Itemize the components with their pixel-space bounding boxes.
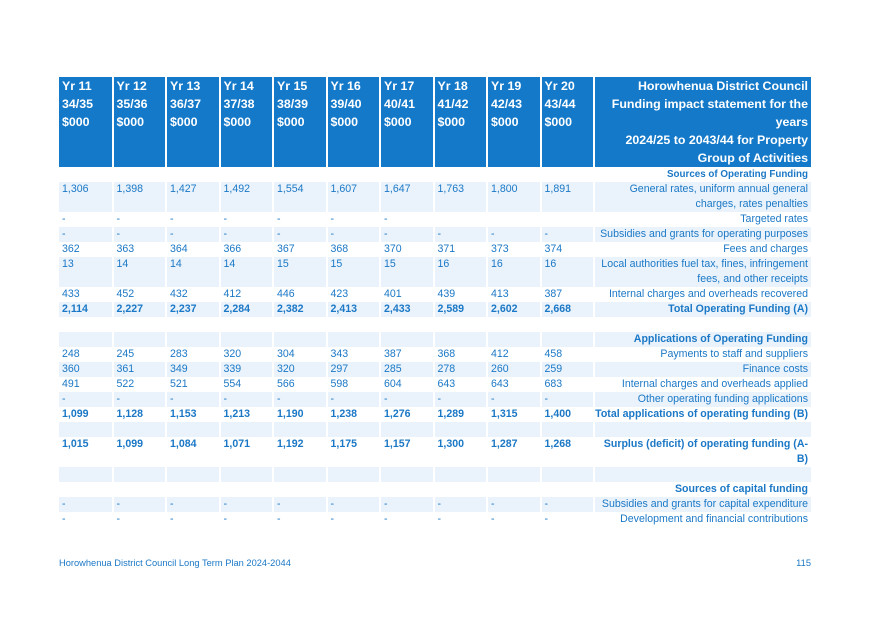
value-cell: - <box>273 392 327 407</box>
year-header-span: 42/43 <box>491 97 523 111</box>
value-cell: - <box>541 497 595 512</box>
value-cell: 683 <box>541 377 595 392</box>
value-cell: 2,237 <box>166 302 220 317</box>
value-cell <box>166 332 220 347</box>
value-cell: - <box>220 497 274 512</box>
spacer-row <box>59 317 811 332</box>
year-header-span: 43/44 <box>544 97 576 111</box>
value-cell: 370 <box>380 242 434 257</box>
value-cell: - <box>113 497 167 512</box>
value-cell: - <box>434 392 488 407</box>
year-header-yr: Yr 15 <box>277 79 308 93</box>
value-cell: - <box>327 227 381 242</box>
value-cell: 643 <box>487 377 541 392</box>
year-column-header <box>166 77 220 167</box>
value-cell <box>541 212 595 227</box>
value-cell: 387 <box>541 287 595 302</box>
value-cell: - <box>487 497 541 512</box>
value-cell: 2,284 <box>220 302 274 317</box>
table-body <box>59 167 811 527</box>
year-header-yr: Yr 11 <box>62 79 92 93</box>
value-cell: 1,400 <box>541 407 595 422</box>
value-cell: 412 <box>220 287 274 302</box>
value-cell: - <box>113 512 167 527</box>
value-cell: 522 <box>113 377 167 392</box>
value-cell: - <box>220 392 274 407</box>
value-cell: 349 <box>166 362 220 377</box>
value-cell: 2,114 <box>59 302 113 317</box>
year-header-unit: $000 <box>277 115 305 129</box>
year-column-header <box>59 77 113 167</box>
value-cell: - <box>327 392 381 407</box>
value-cell <box>220 167 274 182</box>
value-cell: - <box>273 512 327 527</box>
value-cell: 1,891 <box>541 182 595 212</box>
value-cell: 1,099 <box>113 437 167 467</box>
value-cell <box>166 167 220 182</box>
value-cell <box>273 167 327 182</box>
value-cell <box>487 212 541 227</box>
spacer-row <box>59 467 811 482</box>
value-cell: 371 <box>434 242 488 257</box>
value-cell: 339 <box>220 362 274 377</box>
value-cell: 1,398 <box>113 182 167 212</box>
year-header-span: 40/41 <box>384 97 416 111</box>
value-cell: 297 <box>327 362 381 377</box>
year-column-header <box>380 77 434 167</box>
value-cell <box>380 332 434 347</box>
table-row <box>59 362 811 377</box>
value-cell: 1,607 <box>327 182 381 212</box>
value-cell <box>434 167 488 182</box>
statement-title <box>594 77 811 167</box>
value-cell: - <box>113 212 167 227</box>
row-label: Subsidies and grants for operating purposes <box>594 227 811 242</box>
value-cell: 363 <box>113 242 167 257</box>
value-cell: 1,800 <box>487 182 541 212</box>
year-header-span: 39/40 <box>330 97 362 111</box>
value-cell <box>273 332 327 347</box>
year-column-header <box>220 77 274 167</box>
value-cell: 458 <box>541 347 595 362</box>
row-label: Finance costs <box>594 362 811 377</box>
value-cell: 413 <box>487 287 541 302</box>
value-cell: 1,015 <box>59 437 113 467</box>
value-cell: 423 <box>327 287 381 302</box>
value-cell <box>59 167 113 182</box>
value-cell: 368 <box>327 242 381 257</box>
value-cell: 360 <box>59 362 113 377</box>
value-cell: 278 <box>434 362 488 377</box>
footer-document-title: Horowhenua District Council Long Term Plan 2024-2044 <box>59 558 291 568</box>
value-cell <box>113 482 167 497</box>
table-row <box>59 347 811 362</box>
value-cell <box>273 482 327 497</box>
value-cell: 2,589 <box>434 302 488 317</box>
statement-title-line: Group of Activities <box>697 151 808 165</box>
value-cell: 343 <box>327 347 381 362</box>
row-label: Other operating funding applications <box>594 392 811 407</box>
value-cell: - <box>327 212 381 227</box>
section-label: Sources of Operating Funding <box>667 169 808 180</box>
value-cell: 15 <box>273 257 327 287</box>
table-row <box>59 182 811 212</box>
table-row <box>59 392 811 407</box>
year-header-yr: Yr 20 <box>544 79 575 93</box>
value-cell: 1,276 <box>380 407 434 422</box>
value-cell: 1,647 <box>380 182 434 212</box>
value-cell: 362 <box>59 242 113 257</box>
value-cell: 1,084 <box>166 437 220 467</box>
year-header-yr: Yr 17 <box>384 79 415 93</box>
year-column-header <box>327 77 381 167</box>
year-header-span: 35/36 <box>116 97 148 111</box>
value-cell: 320 <box>273 362 327 377</box>
row-label: General rates, uniform annual general charges, rates penalties <box>594 182 811 212</box>
value-cell: 521 <box>166 377 220 392</box>
value-cell: 1,190 <box>273 407 327 422</box>
year-header-unit: $000 <box>384 115 412 129</box>
value-cell: - <box>166 392 220 407</box>
value-cell: 2,413 <box>327 302 381 317</box>
value-cell <box>220 482 274 497</box>
value-cell: 245 <box>113 347 167 362</box>
value-cell <box>434 212 488 227</box>
value-cell: - <box>59 512 113 527</box>
value-cell <box>59 482 113 497</box>
table-row <box>59 512 811 527</box>
value-cell <box>113 332 167 347</box>
value-cell <box>487 167 541 182</box>
value-cell: 364 <box>166 242 220 257</box>
value-cell <box>434 332 488 347</box>
year-header-unit: $000 <box>491 115 519 129</box>
value-cell <box>541 167 595 182</box>
value-cell <box>541 332 595 347</box>
value-cell: - <box>541 227 595 242</box>
section-heading-row <box>59 167 811 182</box>
value-cell: 248 <box>59 347 113 362</box>
value-cell: 1,289 <box>434 407 488 422</box>
value-cell: - <box>59 227 113 242</box>
value-cell: - <box>166 212 220 227</box>
value-cell: 1,763 <box>434 182 488 212</box>
value-cell: 433 <box>59 287 113 302</box>
value-cell: - <box>220 512 274 527</box>
section-label: Surplus (deficit) of operating funding (A-B) <box>603 438 808 465</box>
year-header-span: 41/42 <box>437 97 469 111</box>
value-cell: 1,192 <box>273 437 327 467</box>
row-label: Internal charges and overheads recovered <box>608 288 808 300</box>
value-cell: - <box>113 227 167 242</box>
year-column-header <box>273 77 327 167</box>
section-heading-row <box>59 332 811 347</box>
spacer-row <box>59 422 811 437</box>
value-cell <box>327 167 381 182</box>
value-cell: - <box>113 392 167 407</box>
value-cell: - <box>166 512 220 527</box>
year-column-header <box>113 77 167 167</box>
row-label: Development and financial contributions <box>620 513 808 525</box>
year-header-yr: Yr 13 <box>170 79 201 93</box>
value-cell: 15 <box>380 257 434 287</box>
value-cell: 366 <box>220 242 274 257</box>
value-cell: 1,287 <box>487 437 541 467</box>
value-cell: 320 <box>220 347 274 362</box>
value-cell: 1,071 <box>220 437 274 467</box>
value-cell: 368 <box>434 347 488 362</box>
value-cell: 2,382 <box>273 302 327 317</box>
value-cell <box>541 482 595 497</box>
row-label: Fees and charges <box>723 243 808 255</box>
value-cell: 1,238 <box>327 407 381 422</box>
value-cell: 1,153 <box>166 407 220 422</box>
year-column-header <box>434 77 488 167</box>
value-cell: 432 <box>166 287 220 302</box>
value-cell <box>220 332 274 347</box>
row-label: Targeted rates <box>740 213 808 225</box>
value-cell: - <box>273 497 327 512</box>
value-cell: 14 <box>166 257 220 287</box>
value-cell: - <box>166 227 220 242</box>
value-cell: 259 <box>541 362 595 377</box>
value-cell: - <box>380 512 434 527</box>
value-cell: 16 <box>541 257 595 287</box>
value-cell: 604 <box>380 377 434 392</box>
year-header-yr: Yr 12 <box>116 79 147 93</box>
year-header-unit: $000 <box>330 115 359 129</box>
value-cell: 1,300 <box>434 437 488 467</box>
section-heading-row <box>59 482 811 497</box>
value-cell: - <box>541 392 595 407</box>
year-header-yr: Yr 14 <box>223 79 254 93</box>
value-cell <box>113 167 167 182</box>
table-row <box>59 377 811 392</box>
value-cell: - <box>59 497 113 512</box>
value-cell: - <box>380 392 434 407</box>
value-cell: 1,213 <box>220 407 274 422</box>
year-header-span: 36/37 <box>170 97 202 111</box>
table-row <box>59 227 811 242</box>
value-cell: - <box>166 497 220 512</box>
value-cell <box>487 482 541 497</box>
year-header-span: 37/38 <box>223 97 255 111</box>
total-row <box>59 407 811 422</box>
value-cell: 374 <box>541 242 595 257</box>
value-cell: - <box>487 227 541 242</box>
row-label: Local authorities fuel tax, fines, infringement fees, and other receipts <box>594 257 811 287</box>
year-header-unit: $000 <box>437 115 466 129</box>
value-cell: 14 <box>113 257 167 287</box>
row-label: Internal charges and overheads applied <box>621 378 808 390</box>
value-cell: 554 <box>220 377 274 392</box>
value-cell: 401 <box>380 287 434 302</box>
statement-title-line: Funding impact statement for the years <box>611 97 808 129</box>
value-cell: 1,306 <box>59 182 113 212</box>
footer-page-number: 115 <box>796 558 811 568</box>
value-cell: - <box>273 227 327 242</box>
table-row <box>59 257 811 287</box>
year-header-yr: Yr 16 <box>330 79 361 93</box>
year-column-header <box>487 77 541 167</box>
value-cell: 491 <box>59 377 113 392</box>
value-cell <box>487 332 541 347</box>
value-cell <box>166 482 220 497</box>
year-header-yr: Yr 19 <box>491 79 522 93</box>
value-cell: 1,099 <box>59 407 113 422</box>
value-cell: - <box>434 512 488 527</box>
value-cell <box>380 482 434 497</box>
value-cell: - <box>273 212 327 227</box>
value-cell: - <box>380 497 434 512</box>
value-cell: 2,668 <box>541 302 595 317</box>
section-label: Sources of capital funding <box>674 483 808 495</box>
value-cell <box>434 482 488 497</box>
section-label: Applications of Operating Funding <box>594 332 811 347</box>
statement-title-line: Horowhenua District Council <box>637 79 808 93</box>
value-cell: 1,268 <box>541 437 595 467</box>
year-header-yr: Yr 18 <box>437 79 468 93</box>
value-cell: 15 <box>327 257 381 287</box>
value-cell <box>59 332 113 347</box>
value-cell: - <box>487 512 541 527</box>
table-row <box>59 212 811 227</box>
value-cell: - <box>220 212 274 227</box>
table-header <box>59 77 811 167</box>
value-cell: 643 <box>434 377 488 392</box>
value-cell: 387 <box>380 347 434 362</box>
value-cell: 16 <box>487 257 541 287</box>
table-row <box>59 497 811 512</box>
value-cell: - <box>327 497 381 512</box>
value-cell: - <box>59 392 113 407</box>
value-cell: 2,227 <box>113 302 167 317</box>
value-cell: 367 <box>273 242 327 257</box>
table-row <box>59 242 811 257</box>
value-cell: - <box>380 212 434 227</box>
row-label: Payments to staff and suppliers <box>660 348 808 360</box>
year-header-unit: $000 <box>170 115 198 129</box>
value-cell: 1,128 <box>113 407 167 422</box>
value-cell: 304 <box>273 347 327 362</box>
table-row <box>59 287 811 302</box>
value-cell: 412 <box>487 347 541 362</box>
value-cell: 16 <box>434 257 488 287</box>
value-cell: - <box>541 512 595 527</box>
value-cell: 566 <box>273 377 327 392</box>
value-cell: 452 <box>113 287 167 302</box>
funding-impact-table <box>59 77 811 527</box>
value-cell: 1,554 <box>273 182 327 212</box>
year-header-span: 38/39 <box>277 97 309 111</box>
year-header-unit: $000 <box>116 115 145 129</box>
value-cell: 361 <box>113 362 167 377</box>
value-cell: - <box>59 212 113 227</box>
year-header-unit: $000 <box>544 115 573 129</box>
value-cell: 446 <box>273 287 327 302</box>
value-cell: 1,175 <box>327 437 381 467</box>
value-cell: 1,492 <box>220 182 274 212</box>
value-cell: 1,157 <box>380 437 434 467</box>
year-header-unit: $000 <box>223 115 252 129</box>
year-header-unit: $000 <box>62 115 90 129</box>
value-cell: - <box>487 392 541 407</box>
row-label: Subsidies and grants for capital expenditure <box>594 497 811 512</box>
value-cell <box>380 167 434 182</box>
total-row <box>59 302 811 317</box>
statement-title-line: 2024/25 to 2043/44 for Property <box>625 133 808 147</box>
total-row <box>59 437 811 467</box>
value-cell: 285 <box>380 362 434 377</box>
value-cell: 373 <box>487 242 541 257</box>
value-cell <box>327 482 381 497</box>
section-label: Total Operating Funding (A) <box>594 302 811 317</box>
value-cell: 14 <box>220 257 274 287</box>
value-cell: - <box>380 227 434 242</box>
value-cell <box>327 332 381 347</box>
value-cell: - <box>434 497 488 512</box>
value-cell: - <box>434 227 488 242</box>
year-header-span: 34/35 <box>62 97 94 111</box>
value-cell: 260 <box>487 362 541 377</box>
value-cell: - <box>327 512 381 527</box>
value-cell: 1,315 <box>487 407 541 422</box>
value-cell: - <box>220 227 274 242</box>
value-cell: 2,433 <box>380 302 434 317</box>
value-cell: 283 <box>166 347 220 362</box>
value-cell: 1,427 <box>166 182 220 212</box>
value-cell: 598 <box>327 377 381 392</box>
value-cell: 2,602 <box>487 302 541 317</box>
year-column-header <box>541 77 595 167</box>
value-cell: 13 <box>59 257 113 287</box>
value-cell: 439 <box>434 287 488 302</box>
section-label: Total applications of operating funding (B) <box>595 408 808 420</box>
